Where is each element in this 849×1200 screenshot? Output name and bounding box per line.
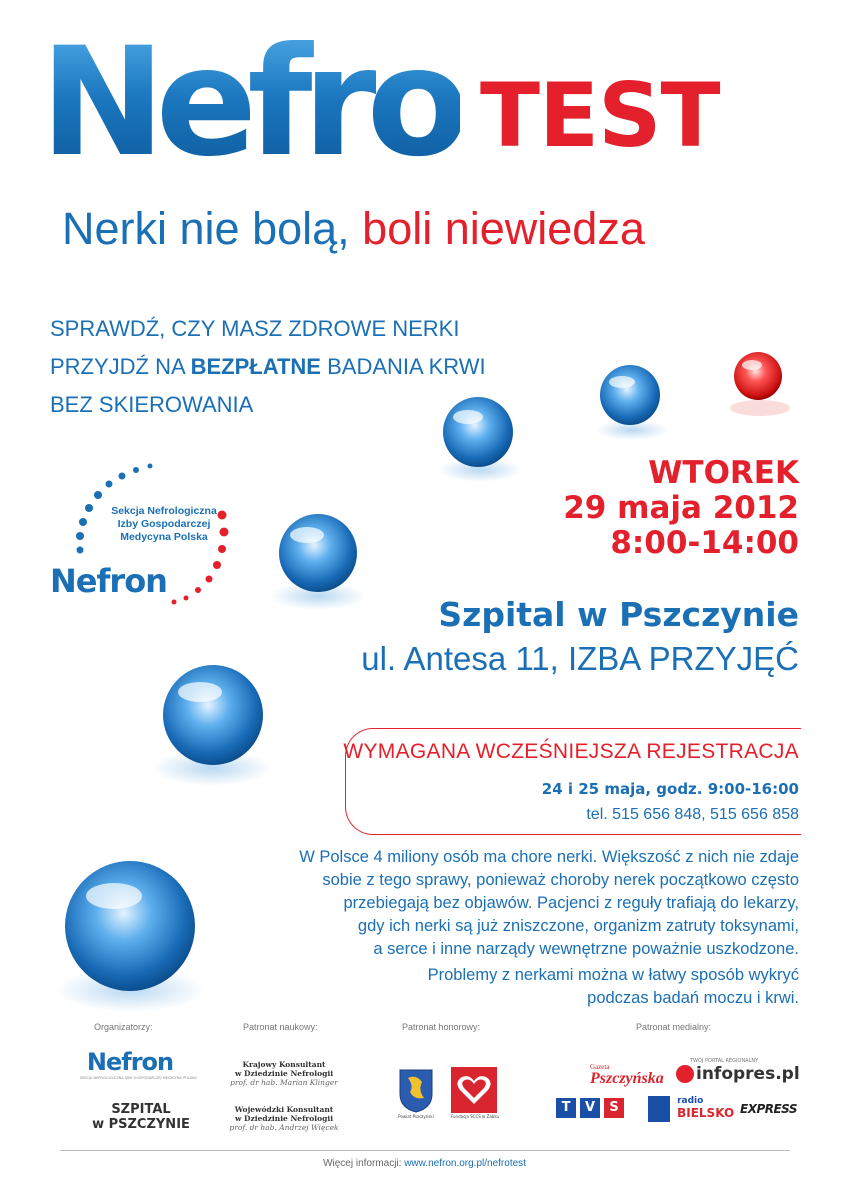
info-line: W Polsce 4 miliony osób ma chore nerki. Większość z nich nie zdaje bbox=[299, 848, 799, 866]
bubble-highlight bbox=[86, 883, 142, 909]
bubble-highlight bbox=[609, 376, 635, 388]
bubble-highlight bbox=[178, 682, 222, 702]
bubble-red bbox=[734, 352, 782, 400]
bubble-highlight bbox=[742, 360, 762, 370]
info-paragraph-2 bbox=[239, 964, 799, 1010]
footer bbox=[0, 1158, 849, 1169]
consultant2-title1: Wojewódzki Konsultant bbox=[234, 1105, 334, 1114]
honorary2-caption: Fundacja SCCS w Żabku bbox=[450, 1114, 500, 1119]
info-line: a serce i inne narządy wewnętrzne poważnie uszkodzone. bbox=[373, 940, 799, 958]
consultant2-title2: w Dziedzinie Nefrologii bbox=[234, 1114, 334, 1123]
location-address: ul. Antesa 11, IZBA PRZYJĘĆ bbox=[361, 640, 799, 677]
consultant-regional bbox=[222, 1105, 346, 1132]
title-nefro: Nefro bbox=[40, 16, 460, 190]
nefron-logo-name: Nefron bbox=[50, 562, 167, 600]
consultant-national bbox=[222, 1060, 346, 1087]
heart-foundation-icon bbox=[450, 1066, 498, 1114]
intro-line3: BEZ SKIEROWANIA bbox=[50, 392, 254, 417]
bubble-blue bbox=[279, 514, 357, 592]
scientific-patronage-label: Patronat naukowy: bbox=[243, 1022, 318, 1032]
express-logo: EXPRESS bbox=[740, 1102, 798, 1116]
bubble-highlight bbox=[290, 527, 324, 543]
honorary1-caption: Powiat Pszczyński bbox=[398, 1114, 434, 1119]
tvs-logo: T V S bbox=[556, 1098, 624, 1118]
pszczynska-label: Pszczyńska bbox=[590, 1070, 664, 1087]
bubble-highlight bbox=[453, 410, 483, 424]
intro-line1: SPRAWDŹ, CZY MASZ ZDROWE NERKI bbox=[50, 316, 460, 341]
organizer-hospital-logo bbox=[86, 1102, 196, 1132]
consultant1-name: prof. dr hab. Marian Klinger bbox=[230, 1078, 338, 1087]
location-name: Szpital w Pszczynie bbox=[438, 595, 799, 634]
title-test: TEST bbox=[480, 64, 720, 167]
honorary-patronage-label: Patronat honorowy: bbox=[402, 1022, 481, 1032]
consultant2-name: prof. dr hab. Andrzej Więcek bbox=[229, 1123, 339, 1132]
organizer-nefron-name: Nefron bbox=[86, 1048, 174, 1076]
consultant1-title1: Krajowy Konsultant bbox=[242, 1060, 326, 1069]
gazeta-label: Gazeta bbox=[590, 1063, 610, 1071]
intro-line2-pre: PRZYJDŹ NA bbox=[50, 354, 185, 379]
footer-divider bbox=[60, 1150, 790, 1151]
infopres-tagline: TWÓJ PORTAL REGIONALNY bbox=[690, 1058, 759, 1064]
info-line: Problemy z nerkami można w łatwy sposób wykryć bbox=[427, 966, 799, 984]
bielsko-label: BIELSKO bbox=[677, 1106, 735, 1120]
bubble-blue bbox=[163, 665, 263, 765]
bubble-blue bbox=[65, 861, 195, 991]
nefron-sub-line1: Sekcja Nefrologiczna bbox=[111, 505, 217, 517]
info-paragraph-1 bbox=[239, 846, 799, 961]
organizers-label: Organizatorzy: bbox=[94, 1022, 153, 1032]
consultant1-title2: w Dziedzinie Nefrologii bbox=[234, 1069, 334, 1078]
registration-title: WYMAGANA WCZEŚNIEJSZA REJESTRACJA bbox=[343, 740, 799, 763]
info-line: przebiegają bez objawów. Pacjenci z reguły trafiają do lekarzy, bbox=[343, 894, 799, 912]
bubble-blue bbox=[443, 397, 513, 467]
coat-of-arms-icon bbox=[396, 1068, 436, 1114]
registration-hours: 24 i 25 maja, godz. 9:00-16:00 bbox=[541, 780, 799, 798]
nefron-sub-line3: Medycyna Polska bbox=[120, 531, 208, 543]
footer-label: Więcej informacji: bbox=[323, 1158, 402, 1169]
bubble-blue bbox=[600, 365, 660, 425]
radio-label: radio bbox=[677, 1096, 704, 1106]
info-line: gdy ich nerki są już zniszczone, organizm zatruty toksynami, bbox=[357, 917, 799, 935]
slogan-part2: boli niewiedza bbox=[362, 203, 645, 254]
event-day: WTOREK bbox=[648, 455, 799, 491]
organizer-nefron-logo bbox=[80, 1048, 197, 1080]
footer-link[interactable]: www.nefron.org.pl/nefrotest bbox=[404, 1158, 526, 1169]
intro-line2-bold: BEZPŁATNE bbox=[190, 354, 321, 379]
gazeta-pszczynska-logo bbox=[590, 1064, 664, 1086]
radio-bielsko-logo bbox=[648, 1096, 734, 1122]
nefron-sub-line2: Izby Gospodarczej bbox=[117, 518, 211, 530]
event-date: 29 maja 2012 bbox=[563, 490, 799, 526]
nefron-logo-subtitle bbox=[104, 505, 224, 544]
registration-phone: tel. 515 656 848, 515 656 858 bbox=[586, 806, 799, 823]
infopres-logo bbox=[676, 1064, 800, 1084]
event-date-block bbox=[563, 456, 799, 561]
hospital-line1: SZPITAL bbox=[111, 1102, 171, 1117]
event-time: 8:00-14:00 bbox=[610, 525, 799, 561]
media-patronage-label: Patronat medialny: bbox=[636, 1022, 712, 1032]
intro-line2-post: BADANIA KRWI bbox=[327, 354, 486, 379]
hospital-line2: w PSZCZYNIE bbox=[92, 1117, 190, 1132]
info-line: podczas badań moczu i krwi. bbox=[587, 989, 799, 1007]
bubble-shadow bbox=[730, 400, 790, 416]
info-line: sobie z tego sprawy, ponieważ choroby nerek początkowo często bbox=[322, 871, 799, 889]
organizer-nefron-sub: SEKCJA NEFROLOGICZNA IZBY GOSPODARCZEJ MEDYCYNA POLSKA bbox=[80, 1076, 197, 1080]
slogan-part1: Nerki nie bolą, bbox=[62, 203, 350, 254]
infopres-label: infopres.pl bbox=[696, 1064, 800, 1084]
